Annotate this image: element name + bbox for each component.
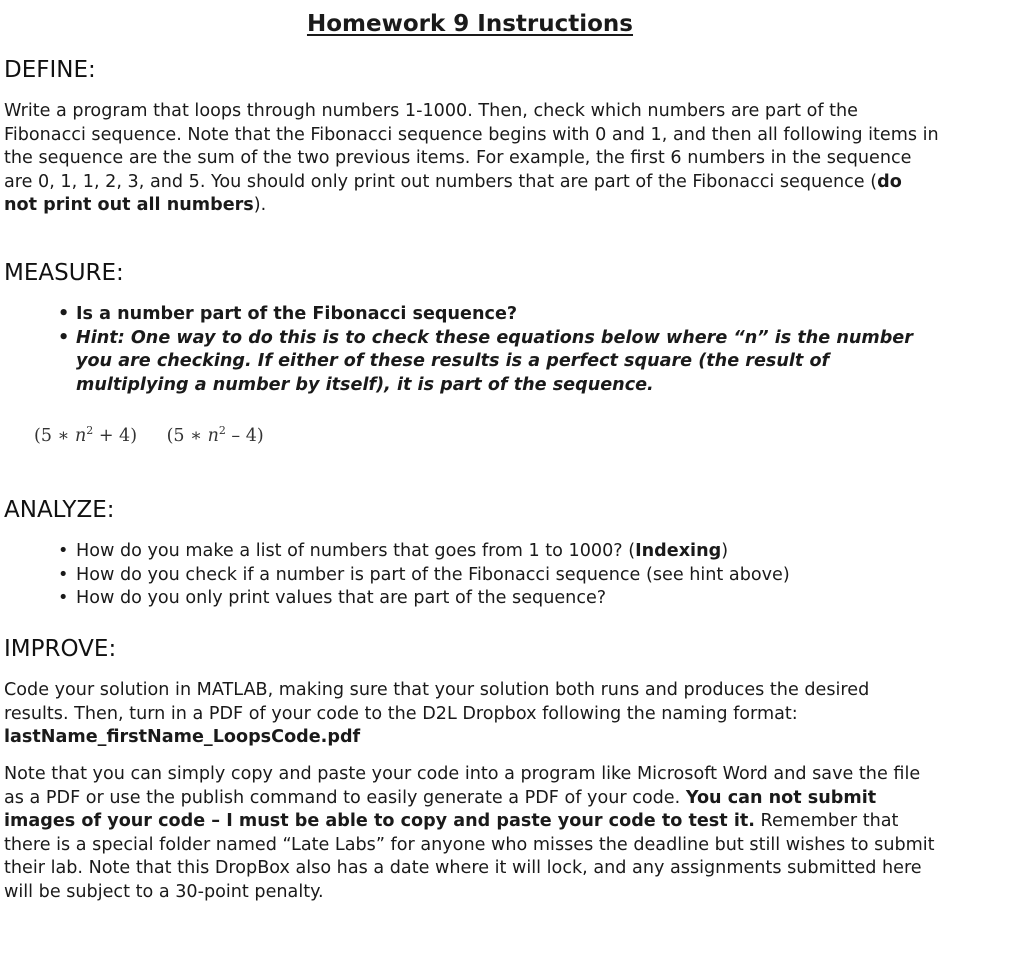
list-item: • How do you check if a number is part of the Fibonacci sequence (see hint above) <box>58 564 918 588</box>
equation-minus: (5 ∗ $n^2 - 4$) <box>166 424 264 446</box>
filename-format: lastName_firstName_LoopsCode.pdf <box>4 727 361 748</box>
page-title: Homework 9 Instructions <box>306 11 634 37</box>
analyze-heading: ANALYZE: <box>4 497 115 523</box>
indexing-emphasis: Indexing <box>635 541 722 561</box>
measure-hint: Hint: One way to do this is to check these equations below where “n” is the number you are checking. If either of these results is a perfect square (the result of multiplying a number by itself), it is part of the sequence. <box>76 327 913 395</box>
analyze-list <box>58 540 918 611</box>
measure-question: Is a number part of the Fibonacci sequence? <box>76 304 518 324</box>
bullet-icon: • <box>58 564 69 585</box>
list-item <box>58 327 918 398</box>
bullet-icon: • <box>58 304 70 324</box>
measure-heading: MEASURE: <box>4 260 124 286</box>
equation-plus: (5 ∗ $n^2 + 4$) <box>34 424 138 446</box>
define-heading: DEFINE: <box>4 57 96 83</box>
define-text: Write a program that loops through numbers 1-1000. Then, check which numbers are part of the Fibonacci sequence. Note that the Fibonacci sequence begins with 0 and 1, and then all following items in the sequence are the sum of the two previous items. For example, the first 6 numbers in the sequence are 0, 1, 1, 2, 3, and 5. You should only print out numbers that are part of the Fibonacci sequence ( <box>4 101 939 192</box>
equations <box>34 424 288 446</box>
define-text-end: ). <box>253 195 267 216</box>
list-item: • How do you make a list of numbers that goes from 1 to 1000? (Indexing) <box>58 540 918 564</box>
list-item <box>58 303 918 327</box>
improve-paragraph: Code your solution in MATLAB, making sure that your solution both runs and produces the desired results. Then, turn in a PDF of your code to the D2L Dropbox following the naming format: lastName_firstName_LoopsCode.pdf <box>4 680 870 748</box>
bullet-icon: • <box>58 588 69 609</box>
measure-list <box>58 303 918 397</box>
improve-heading: IMPROVE: <box>4 636 117 662</box>
bullet-icon: • <box>58 327 70 348</box>
improve-note-paragraph: Note that you can simply copy and paste your code into a program like Microsoft Word and save the file as a PDF or use the publish command to easily generate a PDF of your code. You can not submit images of your code – I must be able to copy and paste your code to test it. Remember that there is a special folder named “Late Labs” for anyone who misses the deadline but still wishes to submit their lab. Note that this DropBox also has a date where it will lock, and any assignments submitted here will be subject to a 30-point penalty. <box>4 764 935 902</box>
define-emphasis: do not print out all numbers <box>4 171 902 216</box>
define-paragraph <box>4 100 939 218</box>
submission-warning: You can not submit images of your code – I must be able to copy and paste your code to test it. <box>4 787 877 832</box>
bullet-icon: • <box>58 541 69 561</box>
list-item: • How do you only print values that are part of the sequence? <box>58 587 918 611</box>
